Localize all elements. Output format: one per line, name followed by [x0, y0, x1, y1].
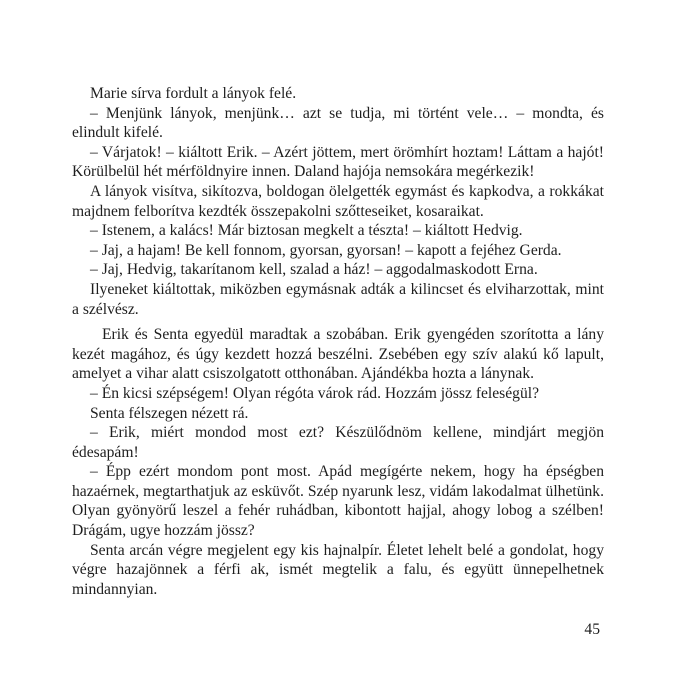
- book-page: [72, 84, 604, 599]
- paragraph: Senta arcán végre megjelent egy kis hajnalpír. Életet lehelt belé a gondolat, hogy végre hazajönnek a férfi ak, ismét megtelik a falu, és együtt ünnepelhetnek mindannyian.: [72, 541, 604, 598]
- paragraph: – Én kicsi szépségem! Olyan régóta várok rád. Hozzám jössz feleségül?: [90, 384, 540, 402]
- body-text: [72, 84, 604, 599]
- paragraph: – Jaj, Hedvig, takarítanom kell, szalad a ház! – aggodalmaskodott Erna.: [90, 261, 538, 279]
- paragraph: – Épp ezért mondom pont most. Apád megígérte nekem, hogy ha épségben hazaérnek, megtarthatjuk az esküvőt. Szép nyarunk lesz, vidám lakodalmat ülhetünk. Olyan gyönyörű leszel a fehér ruhádban, kibontott hajjal, ahogy lobog a szélben! Drágám, ugye hozzám jössz?: [72, 463, 604, 540]
- paragraph: – Istenem, a kalács! Már biztosan megkelt a tészta! – kiáltott Hedvig.: [90, 222, 523, 240]
- paragraph: A lányok visítva, sikítozva, boldogan ölelgették egymást és kapkodva, a rokkákat majdnem felborítva kezdték összepakolni szőtteseiket, kosaraikat.: [72, 182, 604, 220]
- paragraph: Senta félszegen nézett rá.: [90, 404, 249, 422]
- paragraph: – Jaj, a hajam! Be kell fonnom, gyorsan, gyorsan! – kapott a fejéhez Gerda.: [90, 241, 562, 259]
- page-number: 45: [584, 621, 600, 638]
- paragraph: Erik és Senta egyedül maradtak a szobában. Erik gyengéden szorította a lány kezét magához, és úgy kezdett hozzá beszélni. Zsebében egy szív alakú kő lapult, amelyet a vihar alatt csiszolgatott otthonában. Ajándékba hozta a lánynak.: [72, 326, 604, 383]
- paragraph: – Várjatok! – kiáltott Erik. – Azért jöttem, mert örömhírt hoztam! Láttam a hajót! Körülbelül hét mérföldnyire innen. Daland hajója nemsokára megérkezik!: [72, 143, 604, 181]
- paragraph: – Menjünk lányok, menjünk… azt se tudja, mi történt vele… – mondta, és elindult kifelé.: [72, 104, 604, 142]
- paragraph: Marie sírva fordult a lányok felé.: [90, 85, 297, 102]
- paragraph: – Erik, miért mondod most ezt? Készülődnöm kellene, mindjárt megjön édesapám!: [72, 424, 604, 461]
- paragraph: Ilyeneket kiáltottak, miközben egymásnak adták a kilincset és elviharzottak, mint a szélvész.: [72, 280, 604, 318]
